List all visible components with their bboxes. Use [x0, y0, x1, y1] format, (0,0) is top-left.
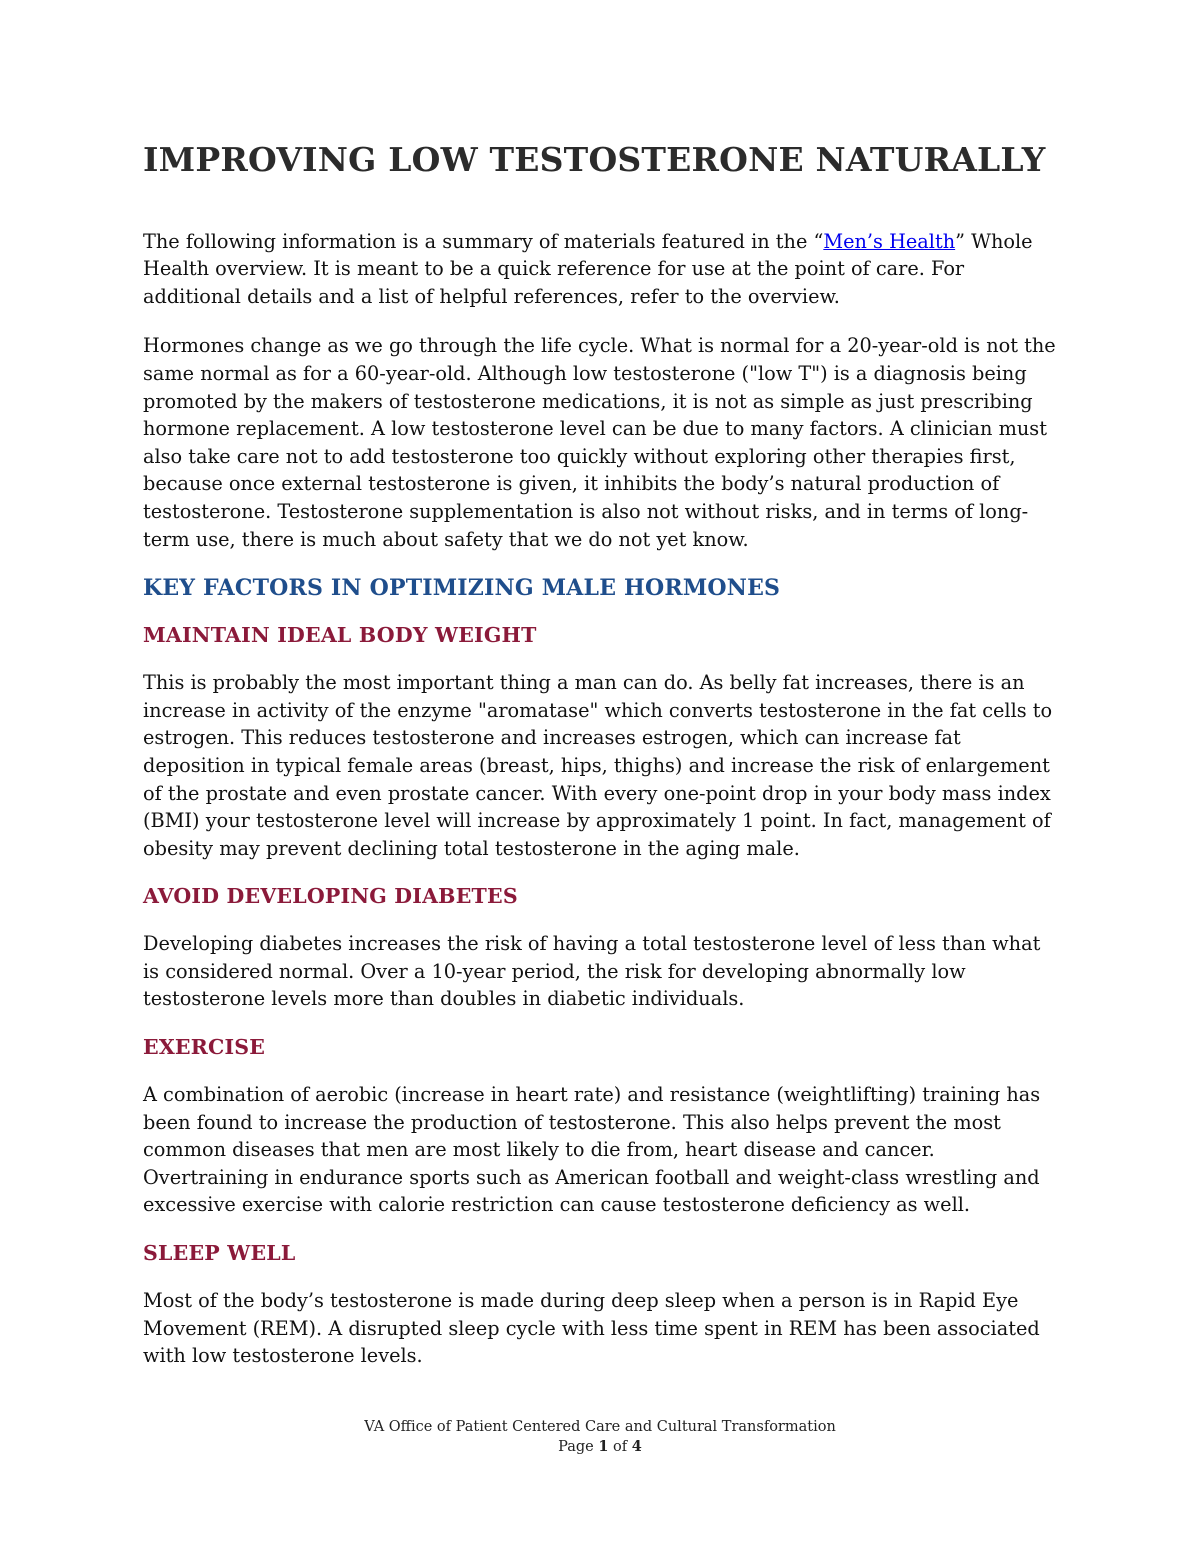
sleep-heading: SLEEP WELL [143, 1241, 296, 1266]
diabetes-paragraph: Developing diabetes increases the risk of having a total testosterone level of less than what is considered normal. Over a 10-year period, the risk for developing abnormally low testosterone levels more than doubles in diabetic individuals. [143, 932, 1041, 1011]
footer-page-number [0, 1437, 1200, 1457]
of-label: of [608, 1439, 632, 1455]
intro-paragraph [143, 228, 1061, 311]
intro-text-after-link: ” Whole Health overview. It is meant to be a quick reference for use at the point of care. For additional details and a list of helpful references, refer to the overview. [143, 229, 1033, 308]
page-footer [0, 1418, 1200, 1457]
hormones-paragraph: Hormones change as we go through the life cycle. What is normal for a 20-year-old is not the same normal as for a 60-year-old. Although low testosterone ("low T") is a diagnosis being promoted by the makers of testosterone medications, it is not as simple as just prescribing hormone replacement. A low testosterone level can be due to many factors. A clinician must also take care not to add testosterone too quickly without exploring other therapies first, because once external testosterone is given, it inhibits the body’s natural production of testosterone. Testosterone supplementation is also not without risks, and in terms of long-term use, there is much about safety that we do not yet know. [143, 334, 1056, 551]
intro-text-before-link: The following information is a summary of materials featured in the “ [143, 229, 824, 253]
page-label: Page [558, 1439, 599, 1455]
key-factors-heading: KEY FACTORS IN OPTIMIZING MALE HORMONES [143, 575, 781, 602]
body-weight-paragraph: This is probably the most important thing a man can do. As belly fat increases, there is an increase in activity of the enzyme "aromatase" which converts testosterone in the fat cells to estrogen. This reduces testosterone and increases estrogen, which can increase fat deposition in typical female areas (breast, hips, thighs) and increase the risk of enlargement of the prostate and even prostate cancer. With every one-point drop in your body mass index (BMI) your testosterone level will increase by approximately 1 point. In fact, management of obesity may prevent declining total testosterone in the aging male. [143, 671, 1053, 860]
footer-office: VA Office of Patient Centered Care and Cultural Transformation [364, 1419, 836, 1435]
diabetes-heading: AVOID DEVELOPING DIABETES [143, 884, 518, 909]
document-page [143, 140, 1061, 1392]
exercise-paragraph: A combination of aerobic (increase in heart rate) and resistance (weightlifting) training has been found to increase the production of testosterone. This also helps prevent the most common diseases that men are most likely to die from, heart disease and cancer. Overtraining in endurance sports such as American football and weight-class wrestling and excessive exercise with calorie restriction can cause testosterone deficiency as well. [143, 1083, 1041, 1217]
exercise-heading: EXERCISE [143, 1035, 266, 1060]
body-weight-heading: MAINTAIN IDEAL BODY WEIGHT [143, 623, 537, 648]
total-pages: 4 [631, 1438, 642, 1455]
sleep-paragraph: Most of the body’s testosterone is made during deep sleep when a person is in Rapid Eye Movement (REM). A disrupted sleep cycle with less time spent in REM has been associated with low testosterone levels. [143, 1289, 1040, 1368]
page-title: IMPROVING LOW TESTOSTERONE NATURALLY [143, 140, 1046, 179]
mens-health-link[interactable]: Men’s Health [823, 229, 956, 253]
current-page: 1 [598, 1438, 609, 1455]
